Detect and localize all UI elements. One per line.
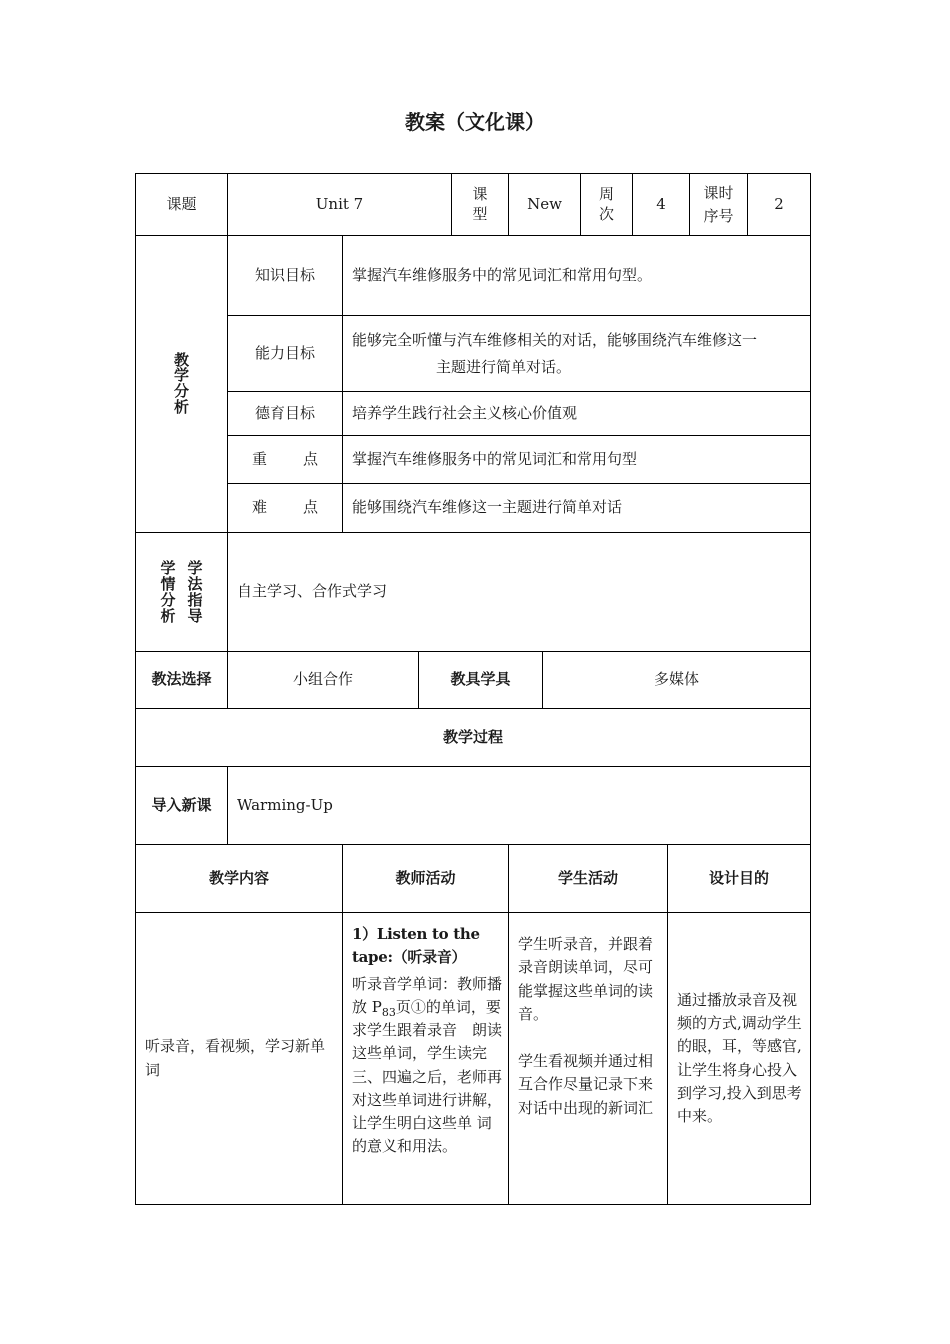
student-activity-p2: 学生看视频并通过相互合作尽量记录下来对话中出现的新词汇 (518, 1052, 654, 1117)
teacher-activity-heading: 1）Listen to the tape:（听录音） (352, 925, 480, 967)
process-title (135, 708, 811, 767)
week-value-text: 4 (656, 194, 666, 213)
learning-char: 学 (160, 558, 176, 577)
page-title: 教案（文化课） (405, 110, 545, 134)
purpose-cell-text: 通过播放录音及视频的方式,调动学生的眼，耳，等感官,让学生将身心投入到学习,投入到思考中来。 (677, 990, 802, 1125)
difficult-point-label-b: 点 (303, 498, 319, 517)
knowledge-goal-label (227, 235, 343, 316)
method-value-text: 小组合作 (292, 670, 353, 689)
learning-char: 导 (187, 607, 203, 626)
learning-char: 学 (187, 558, 203, 577)
teacher-activity-text (352, 973, 502, 1159)
topic-value (227, 173, 452, 236)
content-cell (135, 912, 343, 1205)
week-label (580, 173, 633, 236)
learning-value (227, 532, 811, 652)
analysis-side-char: 学 (173, 366, 189, 385)
learning-char: 分 (160, 591, 176, 609)
key-point-value-text: 掌握汽车维修服务中的常见词汇和常用句型 (352, 449, 638, 468)
week-label-1: 周 (598, 185, 614, 203)
key-point-label (227, 435, 343, 484)
column-header-purpose (667, 844, 811, 913)
teacher-activity-page-sub: 83 (381, 1005, 396, 1019)
topic-value-text: Unit 7 (315, 194, 364, 213)
column-header-student (508, 844, 668, 913)
student-activity-p1: 学生听录音，并跟着录音朗读单词，尽可能掌握这些单词的读音。 (518, 935, 654, 1023)
column-header-text: 学生活动 (557, 868, 618, 887)
method-label (135, 651, 228, 709)
tools-label-text: 教具学具 (450, 670, 511, 689)
learning-char: 析 (160, 607, 176, 626)
type-label-2: 型 (472, 204, 488, 223)
tools-value (542, 651, 811, 709)
difficult-point-value (342, 483, 811, 533)
learning-side-label (135, 532, 228, 652)
knowledge-goal-value-text: 掌握汽车维修服务中的常见词汇和常用句型。 (352, 265, 653, 284)
topic-label-text: 课题 (166, 194, 197, 213)
moral-goal-value (342, 391, 811, 436)
analysis-side-char: 分 (173, 382, 189, 400)
learning-value-text: 自主学习、合作式学习 (237, 582, 388, 601)
type-label (451, 173, 509, 236)
period-label-2: 序号 (703, 206, 734, 225)
column-header-text: 教师活动 (395, 868, 456, 887)
method-label-text: 教法选择 (151, 670, 212, 689)
tools-label (418, 651, 543, 709)
intro-value (227, 766, 811, 845)
tools-value-text: 多媒体 (653, 670, 699, 689)
column-header-text: 教学内容 (208, 868, 269, 887)
period-label (689, 173, 748, 236)
learning-char: 指 (187, 591, 203, 609)
analysis-side-char: 教 (173, 350, 189, 369)
column-header-text: 设计目的 (708, 868, 769, 887)
intro-value-text: Warming-Up (237, 795, 333, 814)
difficult-point-label (227, 483, 343, 533)
content-cell-text: 听录音，看视频，学习新单词 (145, 1037, 326, 1079)
column-header-content (135, 844, 343, 913)
key-point-label-a: 重 (251, 449, 267, 468)
week-label-2: 次 (598, 204, 614, 223)
moral-goal-value-text: 培养学生践行社会主义核心价值观 (352, 403, 578, 422)
process-title-text: 教学过程 (442, 727, 503, 746)
intro-label-text: 导入新课 (151, 795, 212, 814)
analysis-side-label (135, 235, 228, 533)
learning-side-left (160, 560, 175, 625)
column-header-teacher (342, 844, 509, 913)
learning-side-right (188, 560, 203, 625)
learning-char: 情 (160, 574, 176, 593)
ability-goal-label (227, 315, 343, 392)
moral-goal-label-text: 德育目标 (254, 403, 315, 422)
period-label-1: 课时 (703, 184, 734, 202)
key-point-label-b: 点 (303, 449, 319, 468)
key-point-value (342, 435, 811, 484)
ability-goal-label-text: 能力目标 (254, 343, 315, 362)
ability-goal-line2: 主题进行简单对话。 (436, 357, 572, 376)
type-value-text: New (527, 194, 562, 213)
analysis-side-char: 析 (173, 397, 189, 416)
teacher-activity-text-before: 听录音学单词：教师播放 P (352, 974, 503, 1016)
teacher-activity-cell (342, 912, 509, 1205)
type-value (508, 173, 581, 236)
topic-label (135, 173, 228, 236)
teacher-activity-text-after: 页①的单词，要求学生跟着录音 朗读这些单词，学生读完三、四遍之后，老师再对这些单词进行讲解，让学生明白这些单 词的意义和用法。 (352, 997, 503, 1156)
period-value-text: 2 (774, 194, 784, 213)
ability-goal-line1: 能够完全听懂与汽车维修相关的对话，能够围绕汽车维修这一 (352, 331, 758, 350)
intro-label (135, 766, 228, 845)
knowledge-goal-label-text: 知识目标 (254, 265, 315, 284)
purpose-cell (667, 912, 811, 1205)
period-value (747, 173, 811, 236)
ability-goal-value (342, 315, 811, 392)
type-label-1: 课 (472, 185, 488, 203)
moral-goal-label (227, 391, 343, 436)
learning-char: 法 (187, 574, 203, 593)
knowledge-goal-value (342, 235, 811, 316)
difficult-point-value-text: 能够围绕汽车维修这一主题进行简单对话 (352, 498, 623, 517)
week-value (632, 173, 690, 236)
difficult-point-label-a: 难 (251, 498, 267, 517)
student-activity-cell (508, 912, 668, 1205)
method-value (227, 651, 419, 709)
